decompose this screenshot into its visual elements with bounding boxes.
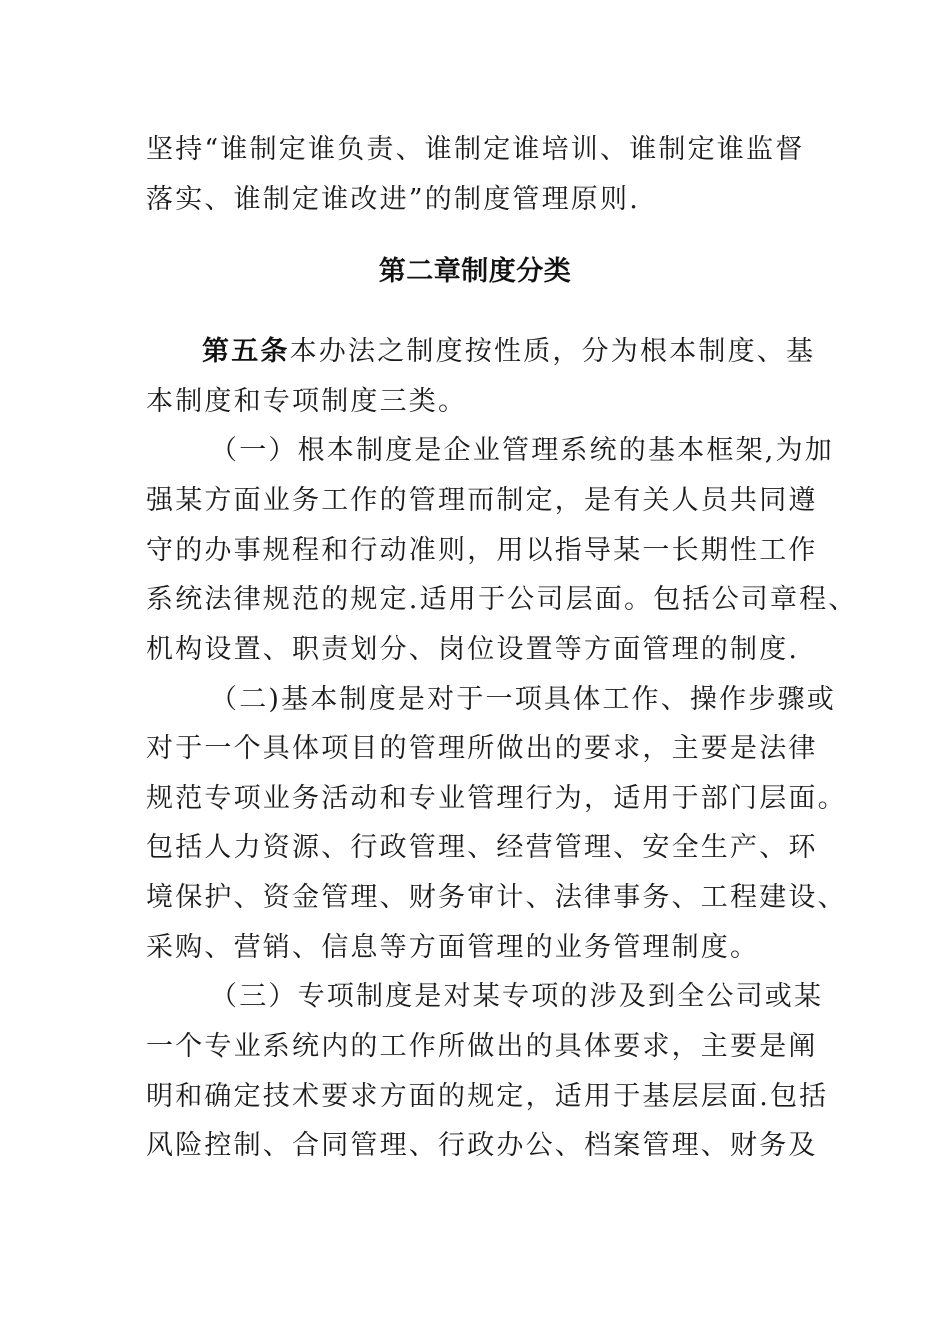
- intro-line-2: 落实、谁制定谁改进”的制度管理原则.: [146, 184, 640, 215]
- article-5-line-1: [202, 336, 815, 368]
- item-2-line: 采购、营销、信息等方面管理的业务管理制度。: [146, 932, 760, 963]
- item-2-line: 对于一个具体项目的管理所做出的要求，主要是法律: [146, 733, 818, 764]
- item-1-line: 机构设置、职责划分、岗位设置等方面管理的制度.: [146, 634, 800, 665]
- item-2-line: （二)基本制度是对于一项具体工作、操作步骤或: [210, 684, 836, 715]
- item-2-line: 规范专项业务活动和专业管理行为，适用于部门层面。: [146, 783, 847, 814]
- item-3-line: （三）专项制度是对某专项的涉及到全公司或某: [210, 981, 824, 1012]
- item-2-line: 境保护、资金管理、财务审计、法律事务、工程建设、: [146, 882, 847, 913]
- item-3-line: 明和确定技术要求方面的规定，适用于基层层面.包括: [146, 1081, 829, 1112]
- item-3-line: 风险控制、合同管理、行政办公、档案管理、财务及: [146, 1130, 818, 1161]
- item-1-line: 强某方面业务工作的管理而制定，是有关人员共同遵: [146, 485, 818, 516]
- item-1-line: 系统法律规范的规定.适用于公司层面。包括公司章程、: [146, 584, 858, 615]
- article-5-line-2: 本制度和专项制度三类。: [146, 386, 468, 417]
- article-5-text: 本办法之制度按性质，分为根本制度、基: [289, 336, 816, 367]
- item-1-line: 守的办事规程和行动准则，用以指导某一长期性工作: [146, 535, 818, 566]
- article-5-label: 第五条: [202, 336, 290, 367]
- item-3-line: 一个专业系统内的工作所做出的具体要求，主要是阐: [146, 1031, 818, 1062]
- chapter-title: 第二章制度分类: [378, 256, 572, 287]
- intro-line-1: 坚持“谁制定谁负责、谁制定谁培训、谁制定谁监督: [146, 134, 805, 165]
- item-2-line: 包括人力资源、行政管理、经营管理、安全生产、环: [146, 832, 818, 863]
- item-1-line: （一）根本制度是企业管理系统的基本框架,为加: [210, 435, 834, 466]
